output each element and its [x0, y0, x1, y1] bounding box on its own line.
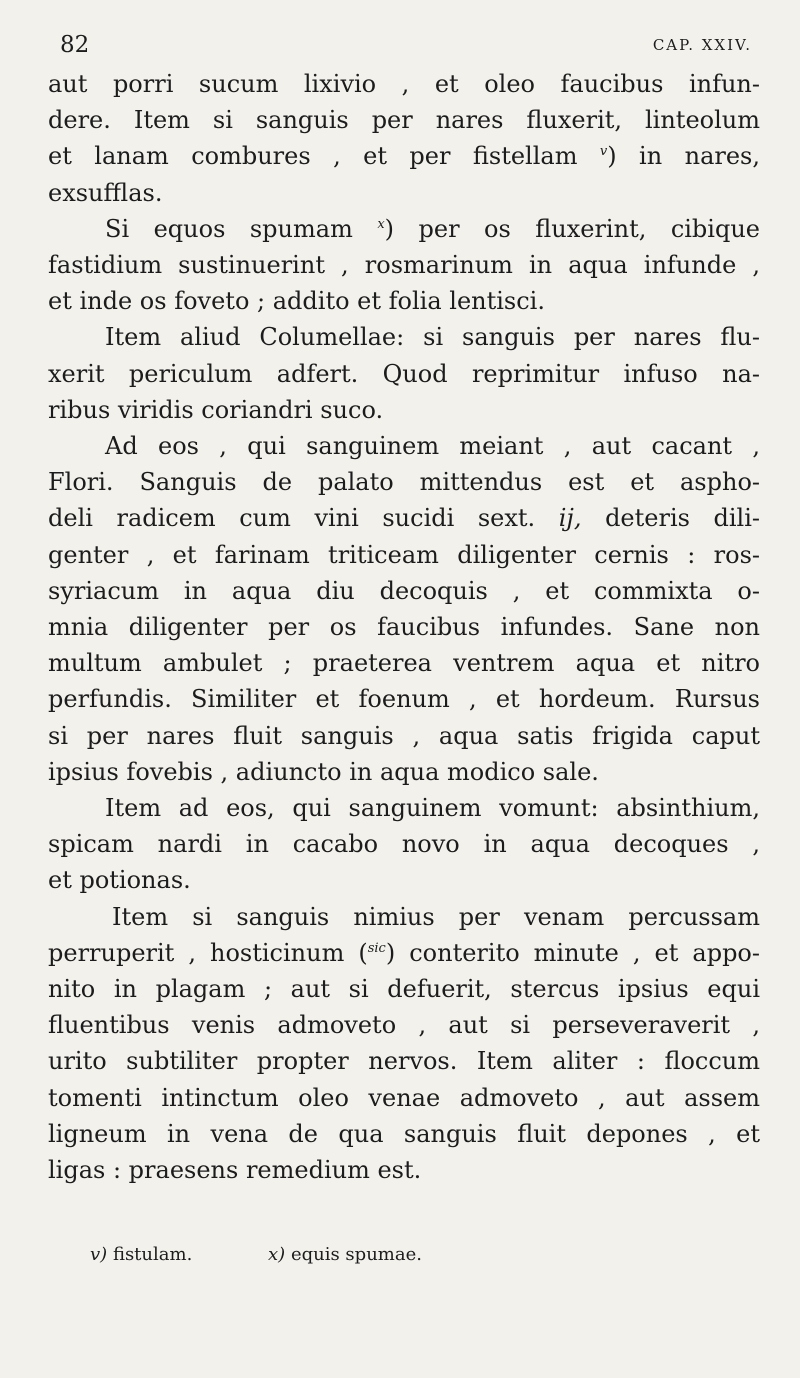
footnote: v) fistulam.	[90, 1244, 193, 1265]
text-line: perruperit , hosticinum ($^{sic}$) conterito minute , et appo-	[48, 938, 760, 967]
text-line: fluentibus venis admoveto , aut si perseveraverit ,	[48, 1011, 760, 1040]
text-line: tomenti intinctum oleo venae admoveto , aut assem	[48, 1083, 760, 1112]
text-line: ipsius fovebis , adiuncto in aqua modico sale.	[48, 757, 599, 786]
text-line: aut porri sucum lixivio , et oleo faucibus infun-	[48, 70, 760, 98]
text-line: nito in plagam ; aut si defuerit, stercus ipsius equi	[48, 975, 760, 1004]
text-line: Item aliud Columellae: si sanguis per nares flu-	[105, 323, 760, 352]
text-line: urito subtiliter propter nervos. Item aliter : floccum	[48, 1047, 760, 1076]
text-line: dere. Item si sanguis per nares fluxerit, linteolum	[48, 106, 760, 135]
footnote: x) equis spumae.	[268, 1244, 422, 1265]
text-line: ligas : praesens remedium est.	[48, 1156, 422, 1185]
page-header	[60, 32, 752, 62]
text-line: spicam nardi in cacabo novo in aqua decoques ,	[48, 830, 760, 859]
text-line: et potionas.	[48, 866, 191, 895]
text-line: multum ambulet ; praeterea ventrem aqua et nitro	[48, 649, 760, 678]
text-line: Flori. Sanguis de palato mittendus est et aspho-	[48, 468, 760, 497]
text-line: xerit periculum adfert. Quod reprimitur infuso na-	[48, 359, 760, 388]
sic-mark: sic	[367, 940, 386, 956]
text-line: syriacum in aqua diu decoquis , et commixta o-	[48, 576, 760, 605]
text-line: et inde os foveto ; addito et folia lentisci.	[48, 287, 545, 316]
page-number: 82	[60, 32, 90, 58]
text-line: genter , et farinam triticeam diligenter cernis : ros-	[48, 540, 760, 569]
text-line: si per nares fluit sanguis , aqua satis frigida caput	[48, 721, 760, 750]
text-line: Item si sanguis nimius per venam percussam	[112, 902, 760, 931]
footnote-ref: v	[599, 144, 608, 160]
text-line: fastidium sustinuerint , rosmarinum in aqua infunde ,	[48, 251, 760, 280]
text-line: et lanam combures , et per fistellam $^v$) in nares,	[48, 142, 760, 171]
text-line: mnia diligenter per os faucibus infundes. Sane non	[48, 613, 760, 642]
text-line: Si equos spumam $^x$) per os fluxerint, cibique	[105, 214, 760, 243]
text-line: deli radicem cum vini sucidi sext. ij, deteris dili-	[48, 504, 760, 533]
text-line: ligneum in vena de qua sanguis fluit depones , et	[48, 1119, 760, 1148]
body-text	[48, 66, 760, 1188]
text-line: perfundis. Similiter et foenum , et hordeum. Rursus	[48, 685, 760, 714]
text-line: Item ad eos, qui sanguinem vomunt: absinthium,	[105, 794, 760, 823]
text-line: ribus viridis coriandri suco.	[48, 395, 384, 424]
footnote-ref: x	[377, 216, 385, 232]
text-line: exsufflas.	[48, 178, 163, 207]
running-head: CAP. XXIV.	[652, 36, 752, 54]
footnotes	[90, 1244, 760, 1265]
text-line: Ad eos , qui sanguinem meiant , aut cacant ,	[105, 432, 760, 461]
